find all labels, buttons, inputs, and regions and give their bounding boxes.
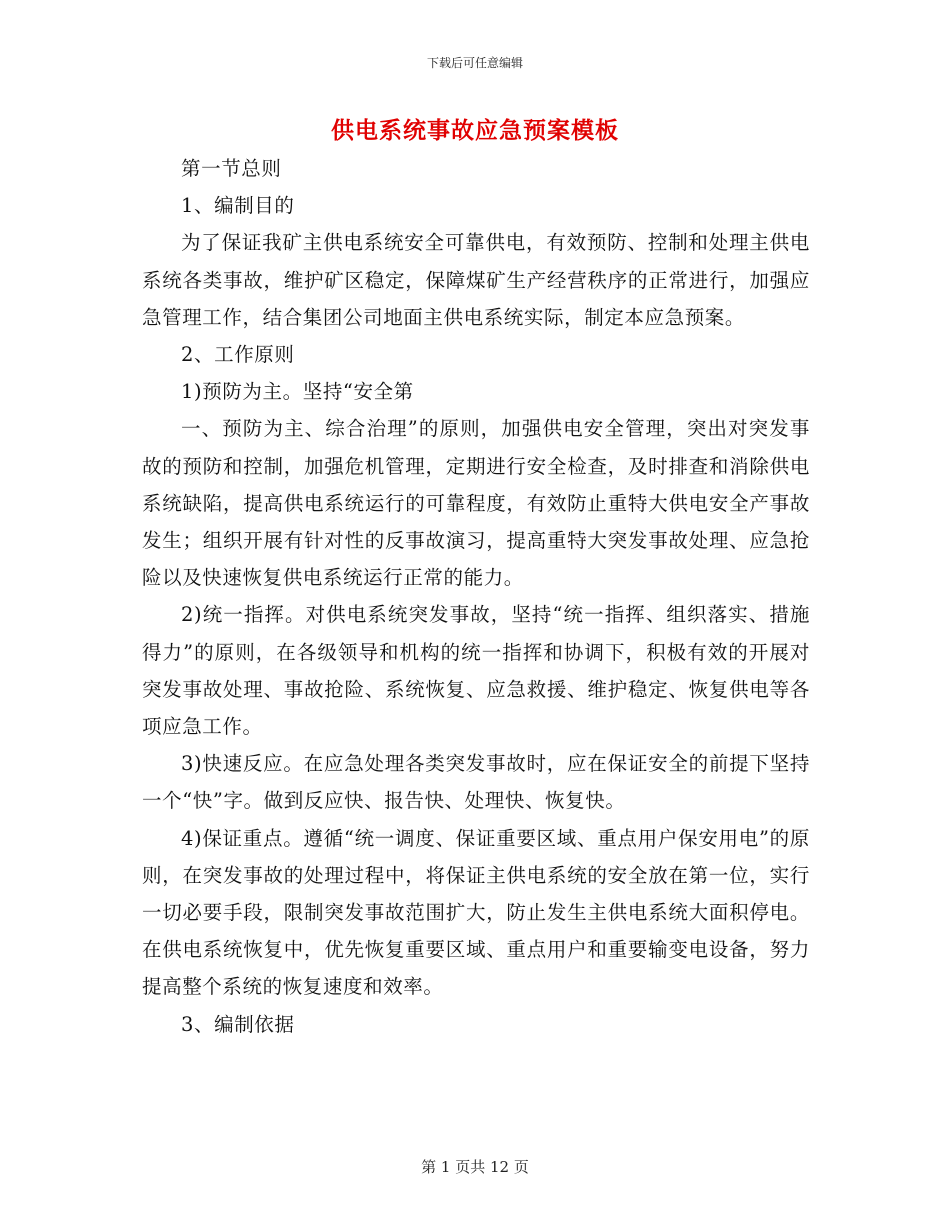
paragraph: 4)保证重点。遵循“统一调度、保证重要区域、重点用户保安用电”的原则，在突发事故的处理过程中，将保证主供电系统的安全放在第一位，实行一切必要手段，限制突发事故范围扩大，防止发生主供电系统大面积停电。在供电系统恢复中，优先恢复重要区域、重点用户和重要输变电设备，努力提高整个系统的恢复速度和效率。 bbox=[142, 826, 810, 999]
paragraph: 为了保证我矿主供电系统安全可靠供电，有效预防、控制和处理主供电系统各类事故，维护矿区稳定，保障煤矿生产经营秩序的正常进行，加强应急管理工作，结合集团公司地面主供电系统实际，制定本应急预案。 bbox=[142, 231, 810, 329]
subsection-heading: 3、编制依据 bbox=[181, 1012, 295, 1036]
subsection-heading: 1、编制目的 bbox=[181, 194, 295, 218]
subsection-heading: 2、工作原则 bbox=[181, 343, 295, 367]
paragraph: 2)统一指挥。对供电系统突发事故，坚持“统一指挥、组织落实、措施得力”的原则，在各级领导和机构的统一指挥和协调下，积极有效的开展对突发事故处理、事故抢险、系统恢复、应急救援、维护稳定、恢复供电等各项应急工作。 bbox=[142, 603, 810, 739]
paragraph: 1)预防为主。坚持“安全第 bbox=[181, 380, 414, 404]
document-body bbox=[142, 150, 810, 1043]
document-title: 供电系统事故应急预案模板 bbox=[331, 117, 619, 144]
section-heading: 第一节总则 bbox=[181, 157, 282, 180]
paragraph: 3)快速反应。在应急处理各类突发事故时，应在保证安全的前提下坚持一个“快”字。做到反应快、报告快、处理快、恢复快。 bbox=[142, 752, 810, 813]
page-number: 第 1 页共 12 页 bbox=[421, 1158, 529, 1176]
header-note: 下载后可任意编辑 bbox=[426, 56, 523, 70]
paragraph: 一、预防为主、综合治理”的原则，加强供电安全管理，突出对突发事故的预防和控制，加强危机管理，定期进行安全检查，及时排查和消除供电系统缺陷，提高供电系统运行的可靠程度，有效防止重特大供电安全产事故发生；组织开展有针对性的反事故演习，提高重特大突发事故处理、应急抢险以及快速恢复供电系统运行正常的能力。 bbox=[142, 417, 810, 590]
